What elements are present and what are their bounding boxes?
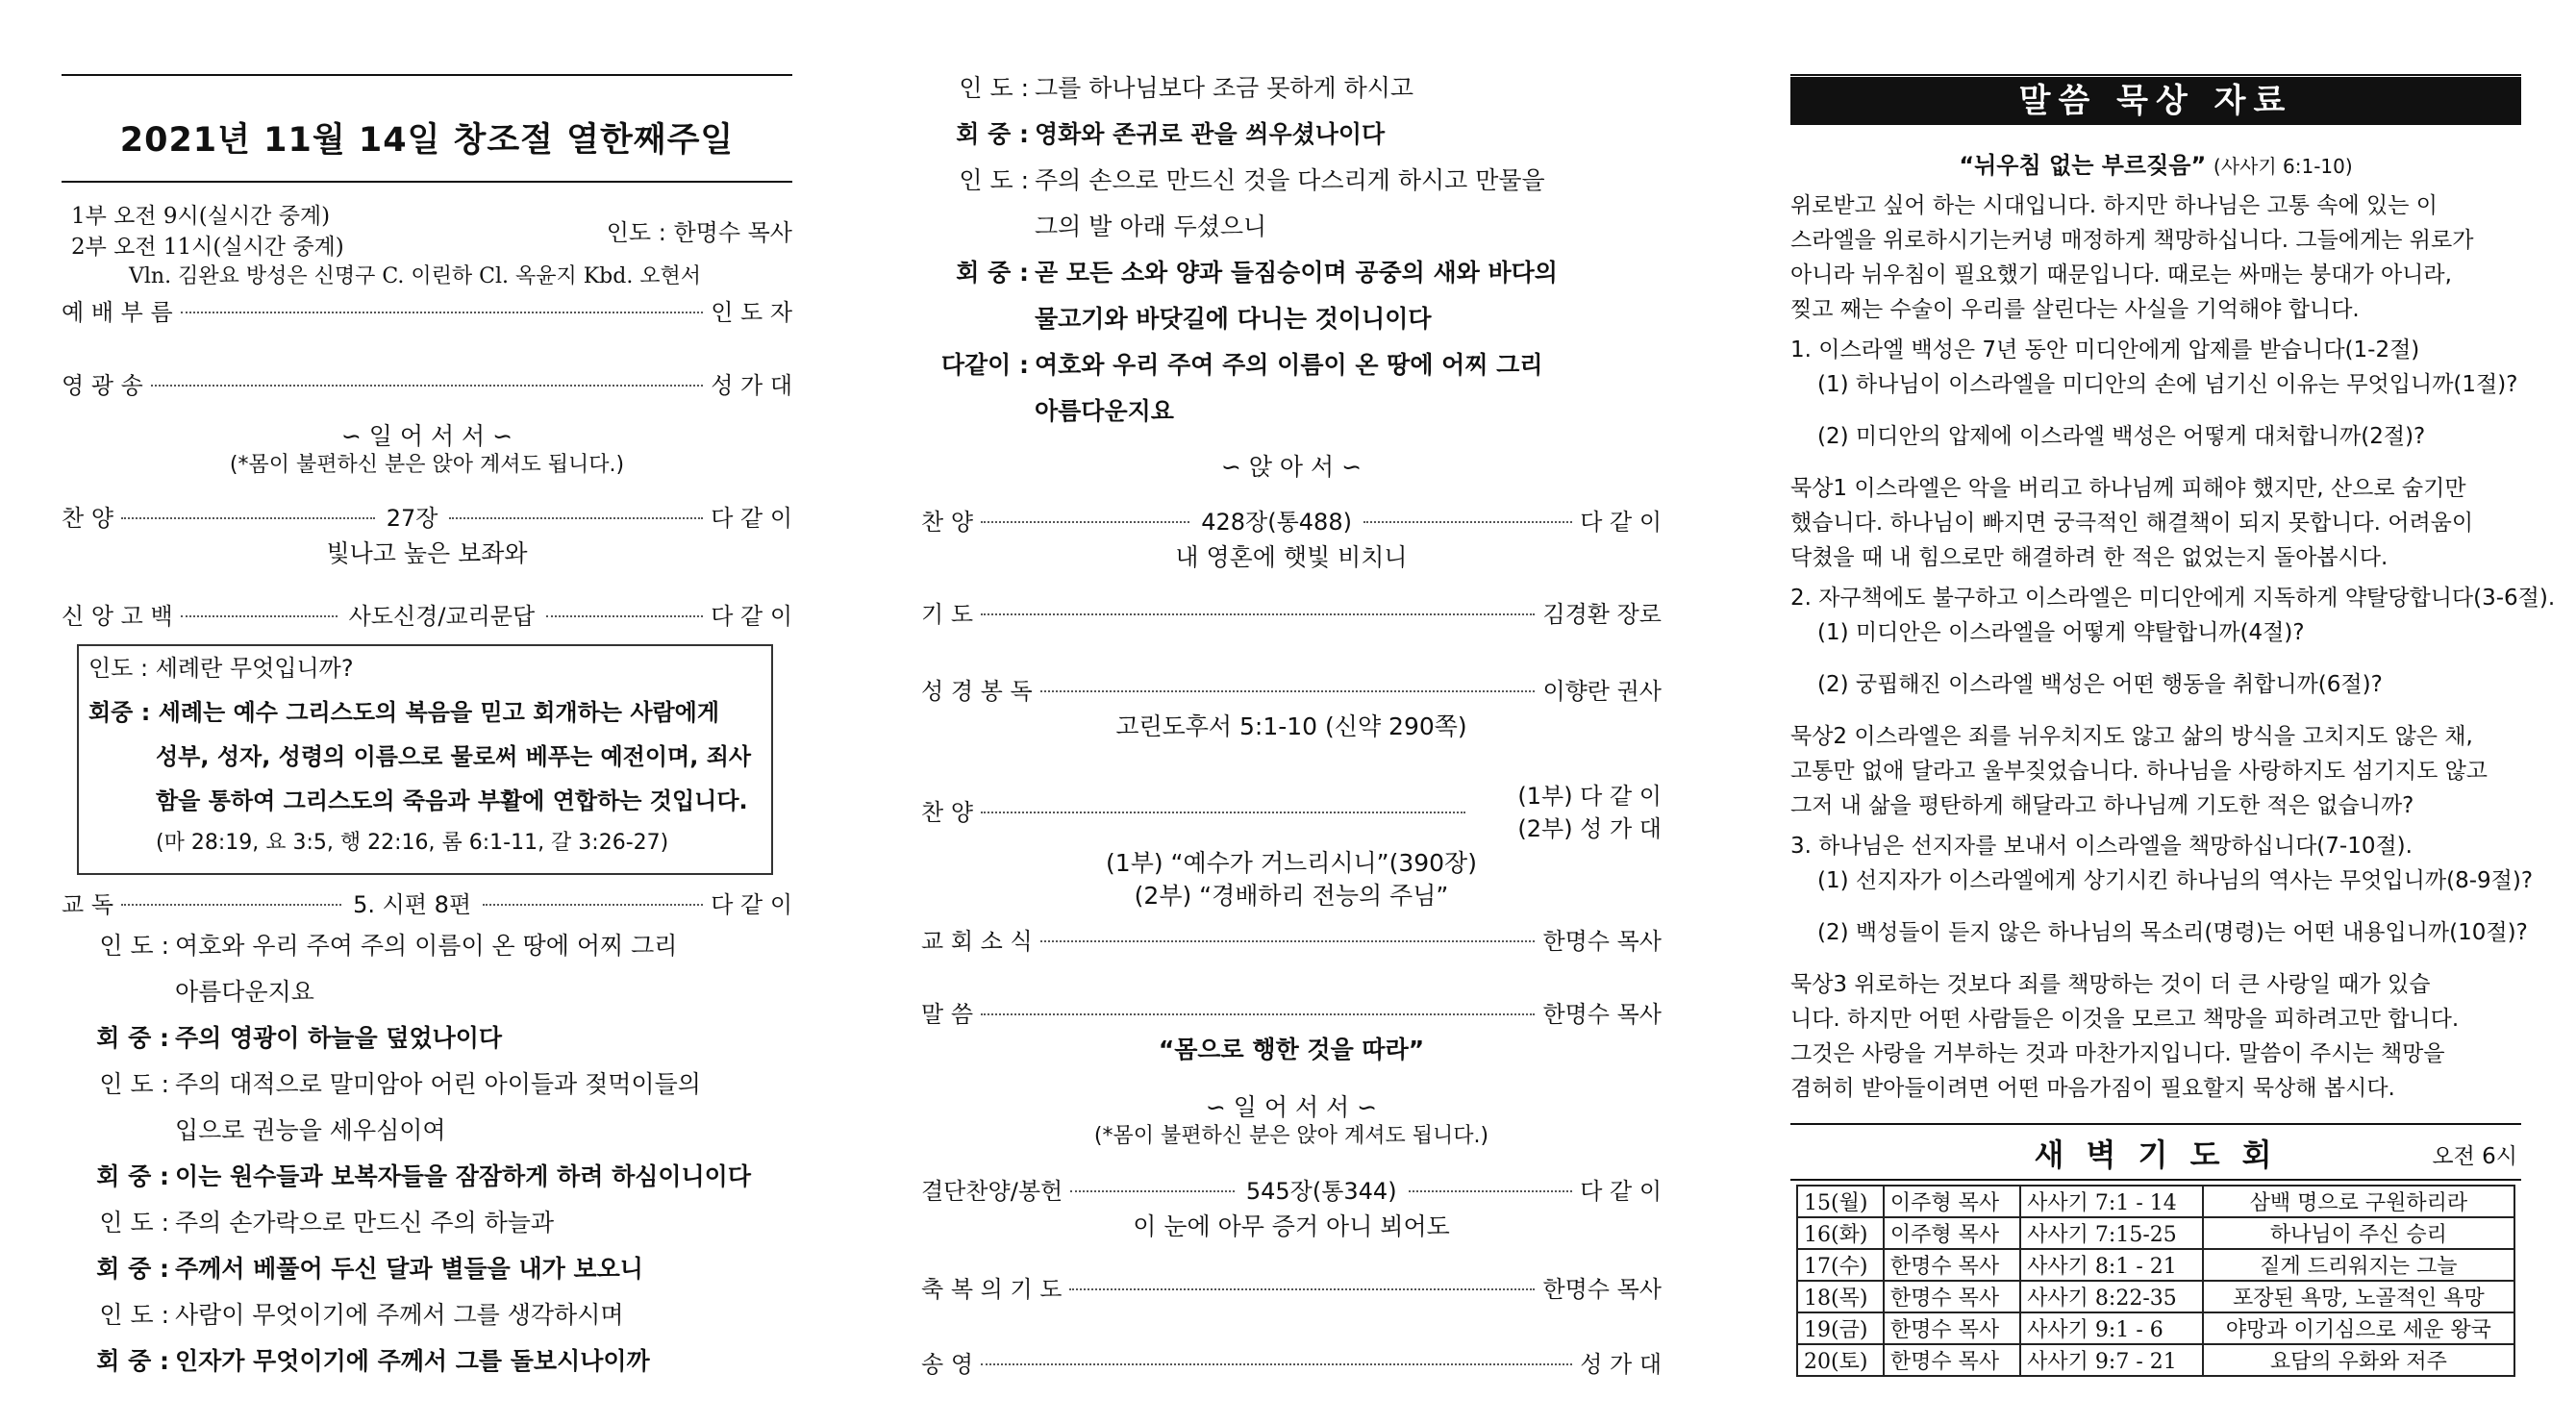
dawn-day-cell: 20(토)	[1797, 1344, 1884, 1376]
responsive-text: 그를 하나님보다 조금 못하게 하시고	[1035, 74, 1414, 102]
dawn-passage-cell: 사사기 8:1 - 21	[2020, 1249, 2203, 1281]
stand-note-2: (*몸이 불편하신 분은 앉아 계셔도 됩니다.)	[1093, 1124, 1489, 1148]
dawn-passage-cell: 사사기 9:7 - 21	[2020, 1344, 2203, 1376]
dawn-prayer-title: 새 벽 기 도 회	[2034, 1137, 2278, 1173]
dawn-prayer-row	[1797, 1281, 2514, 1312]
responsive-text: 사람이 무엇이기에 주께서 그를 생각하시며	[175, 1301, 624, 1329]
section-2-question-1: (1) 미디안은 이스라엘을 어떻게 약탈합니까(4절)?	[1817, 620, 2305, 645]
speaker-label: 회 중 :	[96, 1162, 169, 1190]
dawn-day-cell: 17(수)	[1797, 1249, 1884, 1281]
responsive-text: 여호와 우리 주여 주의 이름이 온 땅에 어찌 그리	[175, 932, 678, 960]
gloria: 영 광 송 성 가 대	[62, 371, 792, 399]
dawn-prayer-table	[1796, 1185, 2515, 1377]
paragraph-line: 그저 내 삶을 평탄하게 해달라고 하나님께 기도한 적은 없습니까?	[1790, 793, 2414, 818]
responsive-text: 입으로 권능을 세우심이여	[175, 1116, 446, 1144]
catechism-answer-2: 성부, 성자, 성령의 이름으로 물로써 베푸는 예전이며, 죄사	[156, 743, 752, 770]
dawn-sermon-title-cell: 포장된 욕망, 노골적인 욕망	[2203, 1281, 2514, 1312]
speaker-label: 인 도 :	[99, 1070, 169, 1098]
section-3-heading: 3. 하나님은 선지자를 보내서 이스라엘을 책망하십니다(7-10절).	[1790, 834, 2413, 859]
prayer: 기 도 김경환 장로	[921, 600, 1662, 628]
responsive-text: 여호와 우리 주여 주의 이름이 온 땅에 어찌 그리	[1035, 351, 1543, 379]
paragraph-line: 닥쳤을 때 내 힘으로만 해결하려 한 적은 없었는지 돌아봅시다.	[1790, 545, 2388, 570]
dawn-passage-cell: 사사기 7:15-25	[2020, 1217, 2203, 1249]
church-news: 교 회 소 식 한명수 목사	[921, 927, 1662, 955]
responsive-text: 곧 모든 소와 양과 들짐승이며 공중의 새와 바다의	[1035, 259, 1558, 287]
dawn-sermon-title-cell: 짙게 드리워지는 그늘	[2203, 1249, 2514, 1281]
scripture-passage: 고린도후서 5:1-10 (신약 290쪽)	[1115, 712, 1467, 740]
section-2-question-2: (2) 궁핍해진 이스라엘 백성은 어떤 행동을 취합니까(6절)?	[1817, 672, 2383, 697]
hymn-1-title: 빛나고 높은 보좌와	[326, 539, 528, 567]
speaker-label: 회 중 :	[96, 1347, 169, 1375]
responsive-text: 인자가 무엇이기에 주께서 그를 돌보시나이까	[175, 1347, 650, 1375]
order-of-worship-column-1	[62, 0, 792, 1424]
offering: 결단찬양/봉헌 545장(통344) 다 같 이	[921, 1177, 1663, 1205]
top-rule	[62, 74, 792, 76]
responsive-text: 아름다운지요	[1035, 397, 1174, 425]
dawn-sermon-title-cell: 삼백 명으로 구원하리라	[2203, 1186, 2514, 1217]
catechism-question: 인도 : 세례란 무엇입니까?	[88, 655, 354, 682]
speaker-label: 인 도 :	[99, 1301, 169, 1329]
top-rule-3	[1790, 74, 2521, 76]
responsive-reading: 교 독 5. 시편 8편 다 같 이	[62, 890, 793, 918]
scripture-reading: 성 경 봉 독 이향란 권사	[921, 677, 1662, 705]
speaker-label: 회 중 :	[96, 1024, 169, 1052]
benediction: 축 복 의 기 도 한명수 목사	[921, 1275, 1662, 1303]
dawn-prayer-row	[1797, 1186, 2514, 1217]
section-3-question-1: (1) 선지자가 이스라엘에게 상기시킨 하나님의 역사는 무엇입니까(8-9절)?	[1817, 868, 2534, 893]
dawn-prayer-row	[1797, 1312, 2514, 1344]
paragraph-line: 묵상1 이스라엘은 악을 버리고 하나님께 피해야 했지만, 산으로 숨기만	[1790, 476, 2466, 501]
dawn-prayer-row	[1797, 1249, 2514, 1281]
dawn-prayer-row	[1797, 1217, 2514, 1249]
catechism-answer-3: 함을 통하여 그리스도의 죽음과 부활에 연합하는 것입니다.	[156, 787, 748, 814]
meditation-banner: 말씀 묵상 자료	[1790, 77, 2521, 125]
dawn-prayer-time: 오전 6시	[2432, 1144, 2517, 1169]
section-1-heading: 1. 이스라엘 백성은 7년 동안 미디안에게 압제를 받습니다(1-2절)	[1790, 337, 2420, 362]
doxology: 송 영 성 가 대	[921, 1350, 1662, 1378]
anthem-title-2: (2부) “경배하리 전능의 주님”	[1134, 882, 1449, 910]
dawn-prayer-row	[1797, 1344, 2514, 1376]
dawn-sermon-title-cell: 하나님이 주신 승리	[2203, 1217, 2514, 1249]
service-time-1: 1부 오전 9시(실시간 중계)	[71, 204, 331, 229]
responsive-text: 물고기와 바닷길에 다니는 것이니이다	[1035, 305, 1432, 333]
speaker-label: 회 중 :	[956, 259, 1029, 287]
paragraph-line: 위로받고 싶어 하는 시대입니다. 하지만 하나님은 고통 속에 있는 이	[1790, 193, 2438, 218]
dawn-preacher-cell: 한명수 목사	[1884, 1344, 2020, 1376]
responsive-text: 영화와 존귀로 관을 씌우셨나이다	[1035, 120, 1386, 148]
paragraph-line: 겸허히 받아들이려면 어떤 마음가짐이 필요할지 묵상해 봅시다.	[1790, 1076, 2395, 1101]
dawn-preacher-cell: 한명수 목사	[1884, 1281, 2020, 1312]
dawn-rule	[1790, 1123, 2521, 1125]
page-title: 2021년 11월 14일 창조절 열한째주일	[119, 121, 735, 160]
responsive-text: 그의 발 아래 두셨으니	[1035, 212, 1267, 240]
dawn-preacher-cell: 한명수 목사	[1884, 1312, 2020, 1344]
leader-name: 인도 : 한명수 목사	[606, 219, 792, 246]
paragraph-line: 찢고 째는 수술이 우리를 살린다는 사실을 기억해야 합니다.	[1790, 297, 2360, 322]
section-3-question-2: (2) 백성들이 듣지 않은 하나님의 목소리(명령)는 어떤 내용입니까(10절)?	[1817, 920, 2528, 945]
responsive-text: 주의 손으로 만드신 것을 다스리게 하시고 만물을	[1035, 166, 1545, 194]
speaker-label: 인 도 :	[959, 74, 1029, 102]
responsive-text: 주께서 베풀어 두신 달과 별들을 내가 보오니	[175, 1255, 643, 1283]
catechism-answer-1: 회중 : 세례는 예수 그리스도의 복음을 믿고 회개하는 사람에게	[88, 699, 720, 726]
title-rule	[62, 181, 792, 183]
responsive-text: 아름다운지요	[175, 978, 314, 1006]
catechism-reference: (마 28:19, 요 3:5, 행 22:16, 롬 6:1-11, 갈 3:26-27)	[156, 831, 669, 855]
dawn-passage-cell: 사사기 9:1 - 6	[2020, 1312, 2203, 1344]
dawn-preacher-cell: 한명수 목사	[1884, 1249, 2020, 1281]
paragraph-line: 스라엘을 위로하시기는커녕 매정하게 책망하십니다. 그들에게는 위로가	[1790, 228, 2474, 253]
speaker-label: 인 도 :	[959, 166, 1029, 194]
dawn-sermon-title-cell: 요담의 우화와 저주	[2203, 1344, 2514, 1376]
call-to-worship: 예 배 부 름 인 도 자	[62, 298, 792, 326]
sermon: 말 씀 한명수 목사	[921, 1000, 1662, 1028]
dawn-passage-cell: 사사기 8:22-35	[2020, 1281, 2203, 1312]
hymn-2-title: 내 영혼에 햇빛 비치니	[1175, 543, 1408, 571]
catechism-box	[77, 644, 773, 875]
dawn-preacher-cell: 이주형 목사	[1884, 1186, 2020, 1217]
anthem: 찬 양	[921, 792, 1662, 827]
dawn-day-cell: 15(월)	[1797, 1186, 1884, 1217]
dawn-rule-2	[1790, 1179, 2521, 1181]
offering-hymn-title: 이 눈에 아무 증거 아니 뵈어도	[1133, 1212, 1450, 1240]
responsive-text: 주의 대적으로 말미암아 어린 아이들과 젖먹이들의	[175, 1070, 701, 1098]
service-time-2: 2부 오전 11시(실시간 중계)	[71, 235, 344, 260]
speaker-label: 다같이 :	[940, 351, 1029, 379]
paragraph-line: 했습니다. 하나님이 빠지면 궁극적인 해결책이 되지 못합니다. 어려움이	[1790, 511, 2474, 536]
stand-instruction-2: ∽ 일 어 서 서 ∽	[1205, 1093, 1378, 1121]
responsive-text: 이는 원수들과 보복자들을 잠잠하게 하려 하심이니이다	[175, 1162, 751, 1190]
musicians: Vln. 김완요 방성은 신명구 C. 이린하 Cl. 옥윤지 Kbd. 오현서	[129, 264, 702, 288]
meditation-subtitle: “뉘우침 없는 부르짖음” (사사기 6:1-10)	[1959, 152, 2353, 179]
speaker-label: 회 중 :	[96, 1255, 169, 1283]
paragraph-line: 고통만 없애 달라고 울부짖었습니다. 하나님을 사랑하지도 섬기지도 않고	[1790, 759, 2488, 784]
section-1-question-2: (2) 미디안의 압제에 이스라엘 백성은 어떻게 대처합니까(2절)?	[1817, 424, 2426, 449]
dawn-sermon-title-cell: 야망과 이기심으로 세운 왕국	[2203, 1312, 2514, 1344]
dawn-day-cell: 19(금)	[1797, 1312, 1884, 1344]
dawn-passage-cell: 사사기 7:1 - 14	[2020, 1186, 2203, 1217]
speaker-label: 회 중 :	[956, 120, 1029, 148]
section-2-heading: 2. 자구책에도 불구하고 이스라엘은 미디안에게 지독하게 약탈당합니다(3-6절).	[1790, 586, 2556, 611]
responsive-text: 주의 손가락으로 만드신 주의 하늘과	[175, 1209, 555, 1237]
speaker-label: 인 도 :	[99, 932, 169, 960]
hymn-2: 찬 양 428장(통488) 다 같 이	[921, 508, 1662, 536]
paragraph-line: 아니라 뉘우침이 필요했기 때문입니다. 때로는 싸매는 붕대가 아니라,	[1790, 262, 2452, 287]
stand-note: (*몸이 불편하신 분은 앉아 계셔도 됩니다.)	[229, 453, 625, 477]
order-of-worship-column-2	[921, 0, 1662, 1424]
paragraph-line: 묵상2 이스라엘은 죄를 뉘우치지도 않고 삶의 방식을 고치지도 않은 채,	[1790, 724, 2473, 749]
anthem-title-1: (1부) “예수가 거느리시니”(390장)	[1106, 849, 1477, 877]
paragraph-line: 니다. 하지만 어떤 사람들은 이것을 모르고 책망을 피하려고만 합니다.	[1790, 1007, 2460, 1032]
section-1-question-1: (1) 하나님이 이스라엘을 미디안의 손에 넘기신 이유는 무엇입니까(1절)?	[1817, 372, 2518, 397]
dawn-day-cell: 18(목)	[1797, 1281, 1884, 1312]
dawn-day-cell: 16(화)	[1797, 1217, 1884, 1249]
sermon-title: “몸으로 행한 것을 따라”	[1158, 1036, 1425, 1063]
sit-instruction: ∽ 앉 아 서 ∽	[1220, 453, 1363, 481]
paragraph-line: 그것은 사랑을 거부하는 것과 마찬가지입니다. 말씀이 주시는 책망을	[1790, 1041, 2445, 1066]
paragraph-line: 묵상3 위로하는 것보다 죄를 책망하는 것이 더 큰 사랑일 때가 있습	[1790, 972, 2431, 997]
responsive-text: 주의 영광이 하늘을 덮었나이다	[175, 1024, 503, 1052]
anthem-performer-2: (2부) 성 가 대	[1517, 815, 1662, 842]
dawn-preacher-cell: 이주형 목사	[1884, 1217, 2020, 1249]
stand-instruction: ∽ 일 어 서 서 ∽	[340, 422, 513, 450]
speaker-label: 인 도 :	[99, 1209, 169, 1237]
anthem-performer-1: (1부) 다 같 이	[1517, 783, 1662, 810]
hymn-1: 찬 양 27장 다 같 이	[62, 504, 793, 532]
creed: 신 앙 고 백 사도신경/교리문답 다 같 이	[62, 602, 792, 630]
meditation-column	[1790, 0, 2556, 1424]
